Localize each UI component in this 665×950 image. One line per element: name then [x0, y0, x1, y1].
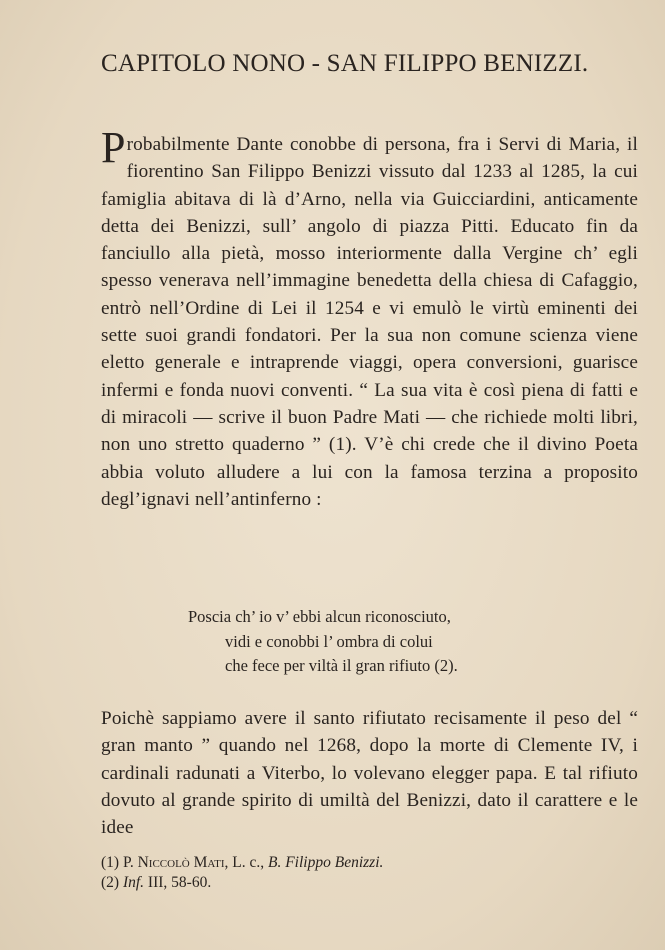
quote-line-1: Poscia ch’ io v’ ebbi alcun riconosciuto, — [188, 607, 451, 626]
footnote-work: Inf. — [122, 874, 145, 891]
paragraph-1 — [101, 123, 638, 513]
quoted-tercet — [188, 605, 528, 679]
footnotes — [101, 853, 621, 893]
footnote-work: B. Filippo Benizzi. — [268, 854, 384, 871]
footnote-author: Niccolò Mati — [137, 854, 225, 871]
chapter-title: CAPITOLO NONO - SAN FILIPPO BENIZZI. — [101, 50, 589, 77]
paragraph-1-text: robabilmente Dante conobbe di persona, fra i Servi di Maria, il fiorentino San Filippo Benizzi vissuto dal 1233 al 1285, la cui famiglia abitava di là d’Arno, nella via Guicciardini, anticamente detta dei Benizzi, sull’ angolo di piazza Pitti. Educato fin da fanciullo alla pietà, mosso interiormente dalla Vergine ch’ egli spesso venerava nell’immagine benedetta della chiesa di Cafaggio, entrò nell’Ordine di Lei il 1254 e vi emulò le virtù eminenti dei sette suoi grandi fondatori. Per la sua non comune scienza viene eletto generale e intraprende viaggi, opera conversioni, guarisce infermi e fonda nuovi conventi. “ La sua vita è così piena di fatti e di miracoli — scrive il buon Padre Mati — che richiede molti libri, non uno stretto quaderno ” (1). V’è chi crede che il divino Poeta abbia voluto alludere a lui con la famosa terzina a proposito degl’ignavi nell’antinferno : — [101, 134, 638, 510]
footnote-2: (2) Inf. III, 58-60. — [101, 874, 212, 891]
paragraph-2: Poichè sappiamo avere il santo rifiutato recisamente il peso del “ gran manto ” quando nel 1268, dopo la morte di Clemente IV, i cardinali radunati a Viterbo, lo volevano elegger papa. E tal rifiuto dovuto al grande spirito di umiltà del Benizzi, dato il carattere e le idee — [101, 708, 638, 839]
quote-line-3: che fece per viltà il gran rifiuto (2). — [225, 656, 458, 675]
footnote-1: (1) P. Niccolò Mati, L. c., B. Filippo Benizzi. — [101, 854, 384, 871]
drop-cap: P — [101, 123, 126, 172]
quote-line-2: vidi e conobbi l’ ombra di colui — [225, 631, 433, 651]
